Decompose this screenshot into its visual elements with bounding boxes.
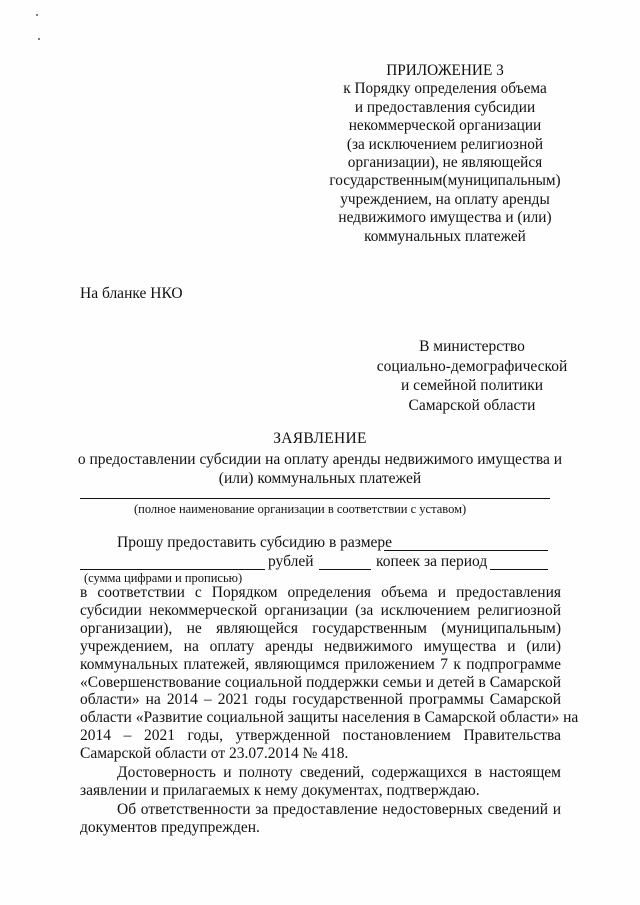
statement-title: ЗАЯВЛЕНИЕ bbox=[273, 430, 367, 447]
scan-speck bbox=[38, 38, 40, 40]
body-line: области «Развитие социальной защиты населения в Самарской области» на bbox=[80, 709, 579, 727]
appendix-line: некоммерческой организации bbox=[348, 117, 542, 135]
body-line: документов предупрежден. bbox=[80, 818, 260, 836]
statement-body bbox=[80, 584, 579, 837]
subtitle-line: (или) коммунальных платежей bbox=[218, 470, 422, 487]
appendix-header bbox=[320, 62, 570, 246]
addressee-line: В министерство bbox=[419, 338, 525, 355]
request-label: Прошу предоставить субсидию в размере bbox=[117, 534, 393, 551]
body-line: области» на 2014 – 2021 годы государственной программы Самарской bbox=[80, 691, 561, 709]
body-line: субсидии некоммерческой организации (за исключением религиозной bbox=[80, 601, 561, 619]
body-line: коммунальных платежей, являющимся приложением 7 к подпрограмме bbox=[80, 655, 561, 673]
appendix-line: и предоставления субсидии bbox=[354, 98, 536, 116]
body-line: в соответствии с Порядком определения объема и предоставления bbox=[80, 584, 561, 601]
org-name-fill-line[interactable] bbox=[80, 498, 550, 499]
body-line: «Совершенствование социальной поддержки семьи и детей в Самарской bbox=[80, 673, 561, 691]
appendix-line: к Порядку определения объема bbox=[343, 80, 547, 98]
addressee-line: и семейной политики bbox=[400, 377, 544, 394]
appendix-line: (за исключением религиозной bbox=[346, 135, 544, 153]
kopecks-label: копеек за период bbox=[376, 553, 488, 570]
period-fill-line[interactable] bbox=[490, 569, 548, 570]
paragraph-responsibility bbox=[80, 801, 561, 837]
addressee-block bbox=[372, 337, 572, 415]
subsidy-amount-fill-line[interactable] bbox=[384, 550, 548, 551]
addressee-line: социально-демографической bbox=[376, 357, 568, 375]
sum-caption: (сумма цифрами и прописью) bbox=[84, 571, 243, 585]
statement-subtitle bbox=[70, 450, 570, 488]
body-line: заявлении и прилагаемых к нему документах, подтверждаю. bbox=[80, 781, 480, 799]
appendix-line: организации), не являющейся bbox=[347, 154, 543, 172]
appendix-line: учреждением, на оплату аренды bbox=[340, 190, 550, 208]
org-name-caption: (полное наименование организации в соответствии с уставом) bbox=[134, 502, 467, 516]
appendix-line: недвижимого имущества и (или) bbox=[338, 209, 552, 227]
appendix-line: коммунальных платежей bbox=[364, 227, 526, 245]
body-line: учреждением, на оплату аренды недвижимого имущества и (или) bbox=[80, 637, 561, 655]
appendix-title: ПРИЛОЖЕНИЕ 3 bbox=[386, 62, 504, 79]
scan-speck bbox=[36, 14, 38, 16]
paragraph-confirmation bbox=[80, 764, 561, 800]
addressee-line: Самарской области bbox=[408, 396, 536, 414]
appendix-line: государственным(муниципальным) bbox=[329, 172, 561, 190]
body-line: организации), не являющейся государственным (муниципальным) bbox=[80, 619, 561, 637]
body-line: Самарской области от 23.07.2014 № 418. bbox=[80, 745, 349, 763]
rubles-label: рублей bbox=[268, 553, 314, 570]
body-line: Об ответственности за предоставление недостоверных сведений и bbox=[117, 800, 561, 818]
paragraph-basis bbox=[80, 584, 579, 763]
kopecks-fill-line[interactable] bbox=[319, 569, 371, 570]
letterhead-note: На бланке НКО bbox=[80, 285, 183, 302]
body-line: 2014 – 2021 годы, утвержденной постановлением Правительства bbox=[80, 727, 561, 745]
body-line: Достоверность и полноту сведений, содержащихся в настоящем bbox=[117, 764, 561, 782]
subtitle-line: о предоставлении субсидии на оплату аренды недвижимого имущества и bbox=[77, 451, 563, 468]
subsidy-amount-words-fill-line[interactable] bbox=[80, 569, 265, 570]
